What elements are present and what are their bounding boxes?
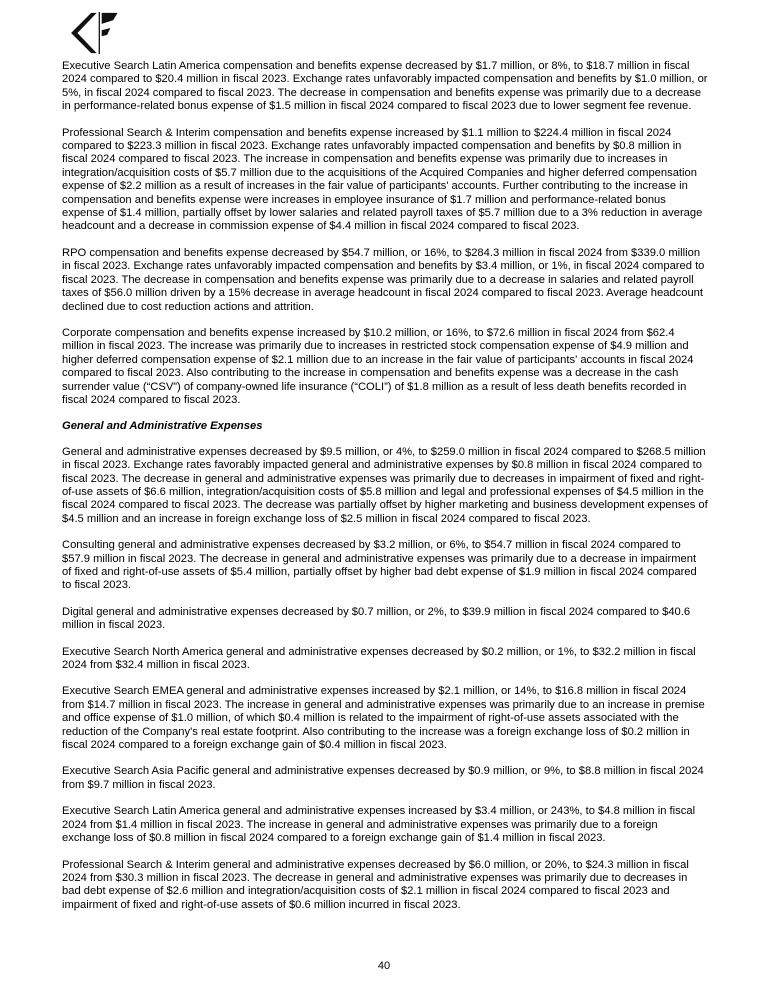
section-heading-general-admin: General and Administrative Expenses [62,420,263,433]
paragraph-ga-digital: Digital general and administrative expenses decreased by $0.7 million, or 2%, to $39.9 million in fiscal 2024 compared to $40.6 million in fiscal 2023. [62,605,691,632]
paragraph-rpo-comp: RPO compensation and benefits expense decreased by $54.7 million, or 16%, to $284.3 million in fiscal 2024 from $339.0 million in fiscal 2023. Exchange rates unfavorably impacted compensation and benefits by $3.4 million, or 1%, in fiscal 2024 compared to fiscal 2023. The decrease in compensation and benefits expense was primarily due to a decrease in salaries and related payroll taxes of $56.0 million driven by a 15% decrease in average headcount in fiscal 2024 compared to fiscal 2023. Average headcount declined due to cost reduction actions and attrition. [62,246,705,313]
paragraph-ga-prof-search-interim: Professional Search & Interim general and administrative expenses decreased by $6.0 million, or 20%, to $24.3 million in fiscal 2024 from $30.3 million in fiscal 2023. The decrease in general and administrative expenses was primarily due to decreases in bad debt expense of $2.6 million and integration/acquisition costs of $2.1 million in fiscal 2024 compared to fiscal 2023 and impairment of fixed and right-of-use assets of $0.6 million incurred in fiscal 2023. [62,858,689,911]
paragraph-prof-search-interim-comp: Professional Search & Interim compensation and benefits expense increased by $1.1 million to $224.4 million in fiscal 2024 compared to $223.3 million in fiscal 2023. Exchange rates unfavorably impacted compensation and benefits by $0.8 million in fiscal 2024 compared to fiscal 2023. The increase in compensation and benefits expense was primarily due to increases in integration/acquisition costs of $5.7 million due to the acquisitions of the Acquired Companies and higher deferred compensation expense of $2.2 million as a result of increases in the fair value of participants' accounts. Further contributing to the increase in compensation and benefits expense were increases in employee insurance of $1.7 million and performance-related bonus expense of $1.4 million, partially offset by lower salaries and related payroll taxes of $5.7 million due to a 3% reduction in average headcount and a decrease in commission expense of $4.4 million in fiscal 2024 compared to fiscal 2023. [62,126,703,233]
paragraph-corporate-comp: Corporate compensation and benefits expense increased by $10.2 million, or 16%, to $72.6 million in fiscal 2024 from $62.4 million in fiscal 2023. The increase was primarily due to increases in restricted stock compensation expense of $4.9 million and higher deferred compensation expense of $2.1 million due to an increase in the fair value of participants' accounts in fiscal 2024 compared to fiscal 2023. Also contributing to the increase in compensation and benefits expense was a decrease in the cash surrender value (“CSV”) of company-owned life insurance (“COLI”) of $1.8 million as a result of less death benefits recorded in fiscal 2024 compared to fiscal 2023. [62,326,694,406]
paragraph-ga-exec-search-emea: Executive Search EMEA general and administrative expenses increased by $2.1 million, or 14%, to $16.8 million in fiscal 2024 from $14.7 million in fiscal 2023. The increase in general and administrative expenses was primarily due to an increase in premise and office expense of $1.0 million, of which $0.4 million is related to the impairment of right-of-use assets associated with the reduction of the Company's real estate footprint. Also contributing to the increase was a foreign exchange loss of $0.2 million in fiscal 2024 compared to a foreign exchange gain of $0.4 million in fiscal 2023. [62,685,705,752]
paragraph-ga-consulting: Consulting general and administrative expenses decreased by $3.2 million, or 6%, to $54.7 million in fiscal 2024 compared to $57.9 million in fiscal 2023. The decrease in general and administrative expenses was primarily due to a decrease in impairment of fixed and right-of-use assets of $5.4 million, partially offset by higher bad debt expense of $1.9 million in fiscal 2024 compared to fiscal 2023. [62,539,697,592]
page-number: 40 [377,960,391,972]
paragraph-ga-exec-search-na: Executive Search North America general and administrative expenses decreased by $0.2 million, or 1%, to $32.2 million in fiscal 2024 from $32.4 million in fiscal 2023. [62,645,696,672]
paragraph-ga-total: General and administrative expenses decreased by $9.5 million, or 4%, to $259.0 million in fiscal 2024 compared to $268.5 million in fiscal 2023. Exchange rates favorably impacted general and administrative expenses by $0.8 million in fiscal 2024 compared to fiscal 2023. The decrease in general and administrative expenses was primarily due to decreases in impairment of fixed and right-of-use assets of $6.6 million, integration/acquisition costs of $5.8 million and legal and professional expenses of $4.5 million in the fiscal 2024 compared to fiscal 2023. The decrease was partially offset by higher marketing and business development expenses of $4.5 million and an increase in foreign exchange loss of $2.5 million in fiscal 2024 compared to fiscal 2023. [62,445,708,525]
page-body [62,60,708,925]
paragraph-ga-exec-search-apac: Executive Search Asia Pacific general and administrative expenses decreased by $0.9 million, or 9%, to $8.8 million in fiscal 2024 from $9.7 million in fiscal 2023. [62,765,704,791]
paragraph-ga-exec-search-latam: Executive Search Latin America general and administrative expenses increased by $3.4 million, or 243%, to $4.8 million in fiscal 2024 from $1.4 million in fiscal 2023. The increase in general and administrative expenses was primarily due to a foreign exchange loss of $0.8 million in fiscal 2024 compared to a foreign exchange gain of $1.4 million in fiscal 2023. [62,805,696,845]
paragraph-exec-search-latam-comp: Executive Search Latin America compensation and benefits expense decreased by $1.7 million, or 8%, to $18.7 million in fiscal 2024 compared to $20.4 million in fiscal 2023. Exchange rates unfavorably impacted compensation and benefits by $1.0 million, or 5%, in fiscal 2024 compared to fiscal 2023. The decrease in compensation and benefits expense was primarily due to a decrease in performance-related bonus expense of $1.5 million in fiscal 2024 compared to fiscal 2023 due to lower segment fee revenue. [62,60,708,113]
korn-ferry-logo-icon [67,12,119,54]
